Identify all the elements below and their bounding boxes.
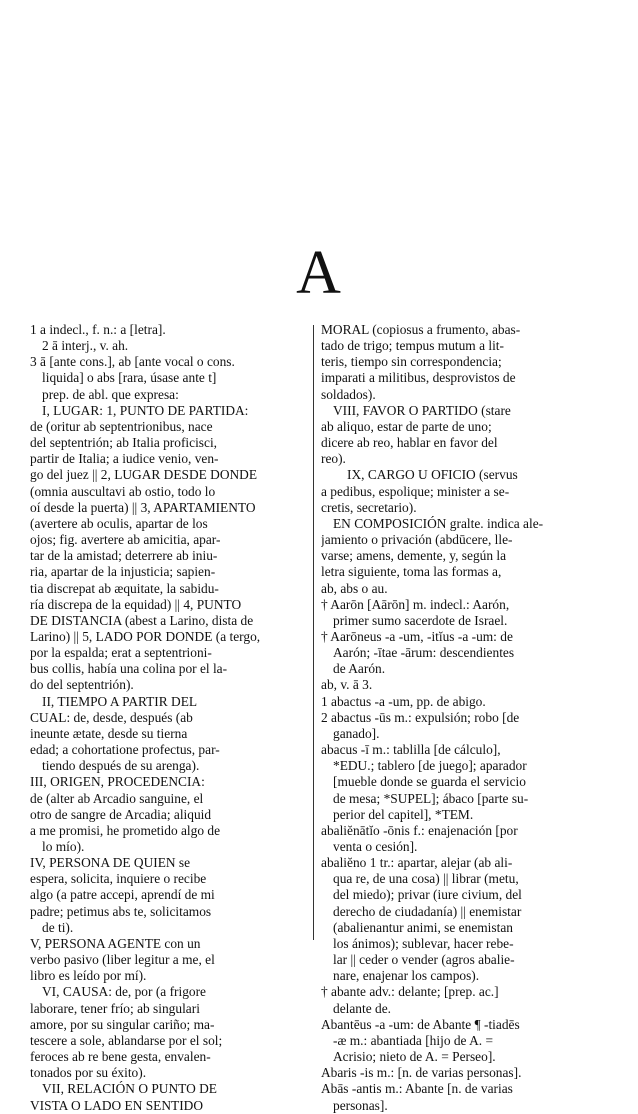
section-letter-heading: A [296, 239, 342, 307]
entry-line: ab aliquo, estar de parte de uno; [321, 418, 492, 434]
entry-line: VISTA O LADO EN SENTIDO [30, 1097, 203, 1113]
entry-line: (avertere ab oculis, apartar de los [30, 515, 208, 531]
entry-line: partir de Italia; a iudice venio, ven- [30, 451, 219, 467]
entry-line: padre; petimus abs te, solicitamos [30, 903, 212, 919]
entry-line: perior del capitel], *TEM. [333, 806, 474, 822]
entry-line: liquida] o abs [rara, úsase ante t] [42, 370, 217, 386]
entry-line: de ti). [42, 919, 74, 935]
entry-line: verbo pasivo (liber legitur a me, el [30, 952, 215, 968]
entry-line: V, PERSONA AGENTE con un [30, 935, 201, 951]
entry-line: -æ m.: abantiada [hijo de A. = [333, 1032, 494, 1048]
entry-line: 1 abactus -a -um, pp. de abigo. [321, 693, 486, 709]
entry-line: (omnia auscultavi ab ostio, todo lo [30, 483, 216, 499]
entry-line: (abalienantur animi, se enemistan [333, 919, 513, 935]
entry-line: imparati a militibus, desprovistos de [321, 370, 516, 386]
entry-line: dicere ab reo, hablar en favor del [321, 435, 498, 451]
entry-line: I, LUGAR: 1, PUNTO DE PARTIDA: [42, 402, 249, 418]
entry-line: tado de trigo; tempus mutum a lit- [321, 338, 504, 354]
entry-line: tia discrepat ab æquitate, la sabidu- [30, 580, 219, 596]
entry-line: personas]. [333, 1097, 388, 1113]
entry-line: edad; a cohortatione profectus, par- [30, 742, 220, 758]
entry-line: 2 ā interj., v. ah. [42, 338, 129, 354]
entry-line: a pedibus, espolique; minister a se- [321, 483, 510, 499]
entry-line: libro es leído por mí). [30, 968, 147, 984]
entry-line: espera, solicita, inquiere o recibe [30, 871, 207, 887]
entry-line: VI, CAUSA: de, por (a frigore [42, 984, 206, 1000]
entry-line: algo (a patre accepi, aprendí de mi [30, 887, 215, 903]
entry-line: 1 a indecl., f. n.: a [letra]. [30, 322, 166, 337]
entry-line: ab, v. ā 3. [321, 677, 373, 693]
entry-line: Abās -antis m.: Abante [n. de varias [321, 1081, 513, 1097]
entry-line: † Aarōneus -a -um, -itĭus -a -um: de [321, 628, 513, 644]
entry-line: tar de la amistad; deterrere ab iniu- [30, 548, 218, 564]
entry-line: *EDU.; tablero [de juego]; aparador [333, 758, 527, 774]
entry-line: DE DISTANCIA (abest a Larino, dista de [30, 612, 254, 628]
entry-line: cretis, secretario). [321, 499, 417, 515]
entry-line: IV, PERSONA DE QUIEN se [30, 855, 191, 871]
entry-line: derecho de ciudadanía) || enemistar [333, 903, 522, 919]
entry-line: Abaris -is m.: [n. de varias personas]. [321, 1065, 522, 1081]
entry-line: del septentrión; ab Italia proficisci, [30, 435, 218, 451]
entry-line: de Aarón. [333, 661, 386, 677]
entry-line: Larino) || 5, LADO POR DONDE (a tergo, [30, 628, 261, 644]
entry-line: abaliĕno 1 tr.: apartar, alejar (ab ali- [321, 855, 513, 871]
entry-line: varse; amens, demente, y, según la [321, 548, 507, 564]
entry-line: primer sumo sacerdote de Israel. [333, 612, 508, 628]
entry-line: venta o cesión]. [333, 839, 418, 854]
entry-line: Aarón; -ītae -ārum: descendientes [333, 645, 515, 661]
entry-line: lo mío). [42, 839, 85, 854]
entry-line: ganado]. [333, 725, 380, 741]
entry-line: 3 ā [ante cons.], ab [ante vocal o cons. [30, 354, 235, 370]
entry-line: de (oritur ab septentrionibus, nace [30, 418, 213, 434]
entry-line: del miedo); privar (iure civium, del [333, 887, 522, 903]
entry-line: lar || ceder o vender (agros abalie- [333, 952, 515, 968]
entry-line: ojos; fig. avertere ab amicitia, apar- [30, 532, 221, 548]
entry-line: teris, tiempo sin correspondencia; [321, 354, 502, 370]
entry-line: [mueble donde se guarda el servicio [333, 774, 526, 790]
entry-line: prep. de abl. que expresa: [42, 386, 179, 402]
entry-line: abaliĕnātĭo -ōnis f.: enajenación [por [321, 822, 518, 838]
entry-line: tescere a sole, ablandarse por el sol; [30, 1032, 223, 1048]
entry-line: de (alter ab Arcadio sanguine, el [30, 790, 204, 806]
entry-line: tonados por su éxito). [30, 1065, 147, 1081]
entry-line: por la espalda; erat a septentrioni- [30, 645, 212, 661]
entry-line: letra siguiente, toma las formas a, [321, 564, 502, 580]
entry-line: MORAL (copiosus a frumento, abas- [321, 322, 521, 337]
entry-line: do del septentrión). [30, 677, 134, 693]
entry-line: Abantēus -a -um: de Abante ¶ -tiadēs [321, 1016, 520, 1032]
entry-line: soldados). [321, 386, 376, 402]
entry-line: VIII, FAVOR O PARTIDO (stare [333, 402, 511, 418]
entry-line: reo). [321, 451, 346, 467]
entry-line: nare, enajenar los campos). [333, 968, 480, 984]
entry-line: tiendo después de su arenga). [42, 758, 200, 774]
entry-line: CUAL: de, desde, después (ab [30, 709, 193, 725]
entry-line: † abante adv.: delante; [prep. ac.] [321, 984, 499, 1000]
entry-line: a me promisi, he prometido algo de [30, 822, 221, 838]
entry-line: delante de. [333, 1000, 391, 1016]
entry-line: qua re, de una cosa) || librar (metu, [333, 871, 519, 887]
entry-line: los ánimos); sublevar, hacer rebe- [333, 935, 514, 951]
entry-line: ab, abs o au. [321, 580, 388, 596]
entry-line: III, ORIGEN, PROCEDENCIA: [30, 774, 205, 790]
entry-line: oí desde la puerta) || 3, APARTAMIENTO [30, 499, 256, 515]
entry-line: ría discrepa de la equidad) || 4, PUNTO [30, 596, 242, 612]
entry-line: † Aarōn [Aārōn] m. indecl.: Aarón, [321, 596, 510, 612]
entry-line: bus collis, había una colina por el la- [30, 661, 228, 677]
entry-line: ineunte ætate, desde su tierna [30, 725, 188, 741]
entry-line: EN COMPOSICIÓN gralte. indica ale- [333, 515, 544, 531]
entry-line: feroces ab re bene gesta, envalen- [30, 1049, 211, 1065]
entry-line: IX, CARGO U OFICIO (servus [347, 467, 518, 483]
entry-line: abacus -ī m.: tablilla [de cálculo], [321, 742, 501, 758]
entry-line: laborare, tener frío; ab singulari [30, 1000, 200, 1016]
entry-line: II, TIEMPO A PARTIR DEL [42, 693, 198, 709]
entry-line: 2 abactus -ūs m.: expulsión; robo [de [321, 709, 520, 725]
entry-line: otro de sangre de Arcadia; aliquid [30, 806, 212, 822]
entry-line: jamiento o privación (abdūcere, lle- [321, 532, 513, 548]
entry-line: go del juez || 2, LUGAR DESDE DONDE [30, 467, 258, 483]
entry-line: Acrisio; nieto de A. = Perseo]. [333, 1049, 496, 1065]
entry-line: VII, RELACIÓN O PUNTO DE [42, 1081, 217, 1097]
entry-line: ria, apartar de la injusticia; sapien- [30, 564, 216, 580]
entry-line: amore, por su singular cariño; ma- [30, 1016, 215, 1032]
left-column [30, 322, 310, 1114]
right-column [321, 322, 605, 1114]
column-divider [313, 325, 314, 940]
entry-line: de mesa; *SUPEL]; ábaco [parte su- [333, 790, 529, 806]
